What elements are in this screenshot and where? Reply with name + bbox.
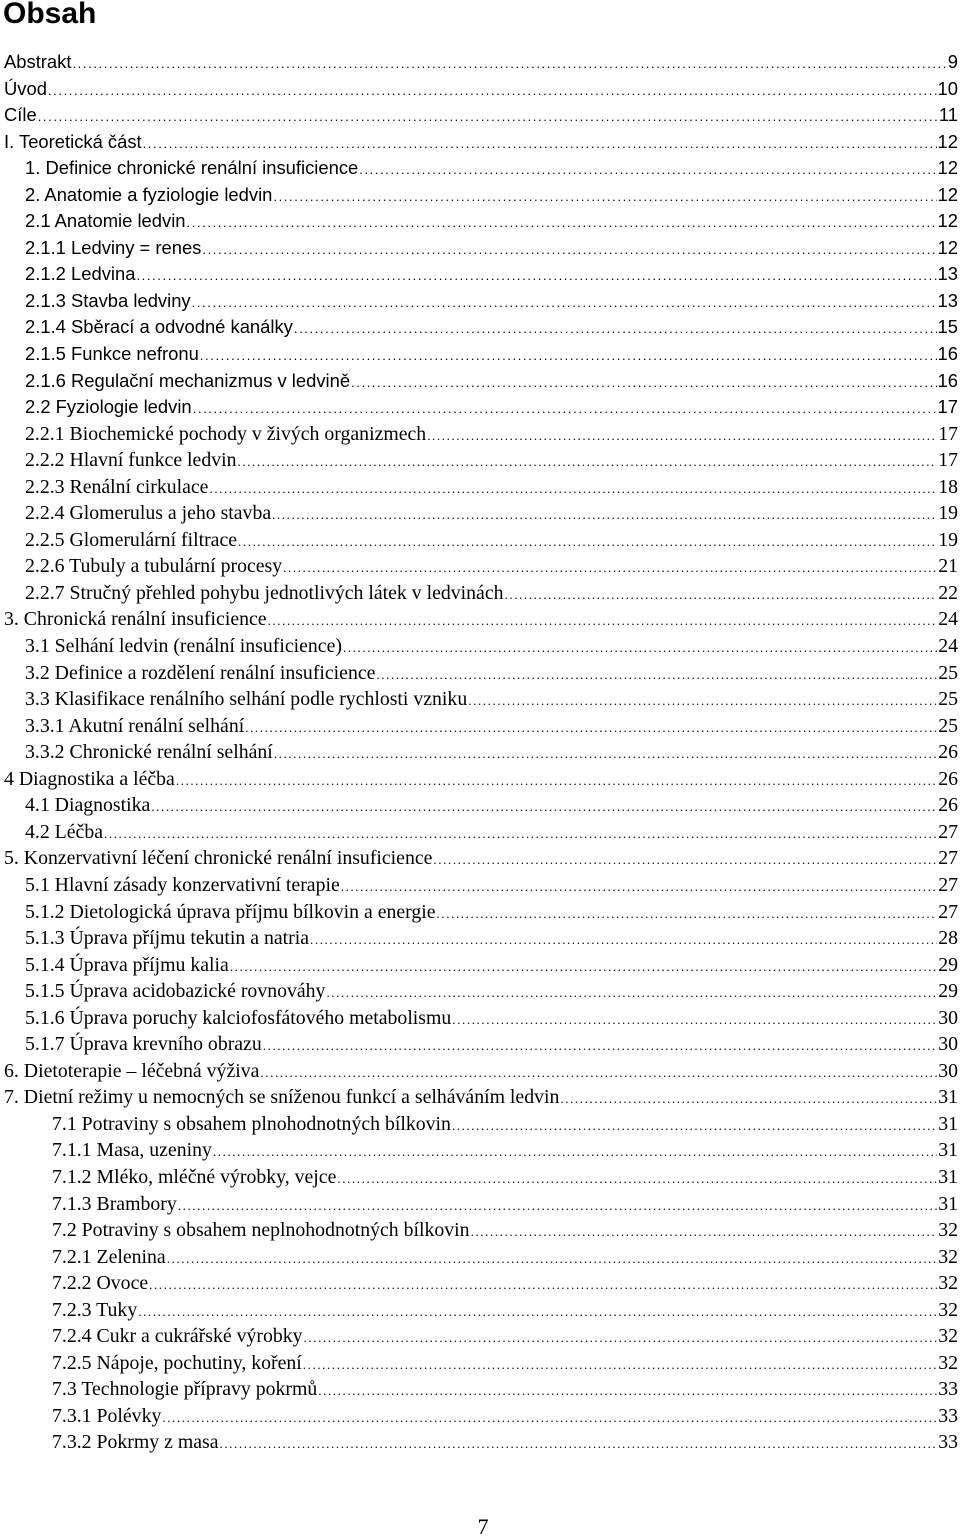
dot-leader xyxy=(303,1352,937,1379)
toc-entry-label: 2.1.6 Regulační mechanizmus v ledvině xyxy=(25,369,351,391)
toc-entry-page: 32 xyxy=(938,1245,958,1268)
dot-leader xyxy=(238,529,937,556)
dot-leader xyxy=(209,476,937,503)
toc-entry[interactable] xyxy=(0,1084,960,1111)
toc-entry[interactable] xyxy=(0,580,960,607)
toc-entry[interactable] xyxy=(0,1297,960,1324)
dot-leader xyxy=(192,290,937,317)
toc-entry-page: 24 xyxy=(938,635,958,658)
dot-leader xyxy=(138,1299,937,1326)
dot-leader xyxy=(149,1272,937,1299)
toc-entry-page: 31 xyxy=(938,1112,958,1135)
dot-leader xyxy=(427,423,937,450)
toc-entry-page: 22 xyxy=(938,581,958,604)
toc-entry-page: 11 xyxy=(938,104,958,126)
toc-entry-label: 5.1.2 Dietologická úprava příjmu bílkovin a energie xyxy=(25,900,436,923)
toc-entry-label: 7.2.4 Cukr a cukrářské výrobky xyxy=(52,1325,303,1348)
toc-entry-page: 12 xyxy=(937,236,958,258)
toc-entry[interactable] xyxy=(0,314,960,341)
dot-leader xyxy=(326,980,937,1007)
toc-entry-page: 26 xyxy=(938,767,958,790)
dot-leader xyxy=(202,237,936,264)
dot-leader xyxy=(213,1139,937,1166)
toc-entry-label: 7.2.1 Zelenina xyxy=(52,1245,166,1268)
toc-entry-label: 3.3.2 Chronické renální selhání xyxy=(25,741,273,764)
toc-entry-page: 25 xyxy=(938,714,958,737)
toc-entry-label: 5.1.5 Úprava acidobazické rovnováhy xyxy=(25,980,326,1003)
toc-entry[interactable] xyxy=(0,1403,960,1430)
toc-entry[interactable] xyxy=(0,1031,960,1058)
toc-entry-label: 2.1.4 Sběrací a odvodné kanálky xyxy=(25,316,293,338)
toc-entry[interactable] xyxy=(0,421,960,448)
toc-entry-page: 13 xyxy=(937,289,958,311)
toc-entry[interactable] xyxy=(0,686,960,713)
toc-entry-page: 9 xyxy=(947,51,958,72)
toc-entry-label: 7.1.3 Brambory xyxy=(52,1192,177,1215)
toc-entry-page: 26 xyxy=(938,741,958,764)
toc-entry-page: 32 xyxy=(938,1298,958,1321)
toc-entry-page: 31 xyxy=(938,1192,958,1215)
toc-entry-label: 6. Dietoterapie – léčebná výživa xyxy=(4,1059,260,1082)
toc-entry-label: Cíle xyxy=(4,104,37,126)
toc-entry[interactable] xyxy=(0,1191,960,1218)
toc-entry-page: 13 xyxy=(937,263,958,285)
toc-entry[interactable] xyxy=(0,341,960,368)
toc-entry[interactable] xyxy=(0,447,960,474)
toc-entry-page: 33 xyxy=(938,1404,958,1427)
toc-entry-page: 12 xyxy=(937,157,958,179)
toc-entry-page: 26 xyxy=(938,794,958,817)
toc-entry-label: 3.3.1 Akutní renální selhání xyxy=(25,714,245,737)
dot-leader xyxy=(238,449,938,476)
toc-entry-label: 4.1 Diagnostika xyxy=(25,794,151,817)
toc-entry-label: 2.2 Fyziologie ledvin xyxy=(25,396,192,418)
dot-leader xyxy=(143,131,937,158)
toc-entry-label: 7.2.3 Tuky xyxy=(52,1298,138,1321)
toc-entry-page: 29 xyxy=(938,953,958,976)
toc-entry-page: 17 xyxy=(938,422,958,445)
toc-entry-page: 12 xyxy=(937,183,958,205)
toc-entry[interactable] xyxy=(0,845,960,872)
dot-leader xyxy=(260,1060,937,1087)
dot-leader xyxy=(193,396,937,423)
toc-entry-label: 7.3.1 Polévky xyxy=(52,1404,162,1427)
toc-entry-page: 31 xyxy=(938,1086,958,1109)
toc-entry[interactable] xyxy=(0,872,960,899)
toc-entry-label: 7.1.2 Mléko, mléčné výrobky, vejce xyxy=(52,1165,337,1188)
dot-leader xyxy=(167,1246,938,1273)
toc-entry-page: 25 xyxy=(938,661,958,684)
toc-entry-label: 5.1.7 Úprava krevního obrazu xyxy=(25,1033,262,1056)
toc-entry[interactable] xyxy=(0,102,960,129)
toc-entry[interactable] xyxy=(0,925,960,952)
dot-leader xyxy=(294,316,937,343)
toc-entry-page: 18 xyxy=(938,475,958,498)
toc-entry-page: 30 xyxy=(938,1033,958,1056)
dot-leader xyxy=(151,794,937,821)
toc-entry-label: 5.1 Hlavní zásady konzervativní terapie xyxy=(25,873,340,896)
dot-leader xyxy=(318,1378,937,1405)
dot-leader xyxy=(505,582,938,609)
toc-entry-label: 2.2.2 Hlavní funkce ledvin xyxy=(25,449,237,472)
dot-leader xyxy=(200,343,937,370)
toc-entry-label: 3.1 Selhání ledvin (renální insuficience) xyxy=(25,635,342,658)
dot-leader xyxy=(452,1007,937,1034)
toc-entry-label: 2.2.5 Glomerulární filtrace xyxy=(25,528,238,551)
toc-entry[interactable] xyxy=(0,1244,960,1271)
dot-leader xyxy=(38,104,938,131)
toc-entry-label: 3.2 Definice a rozdělení renální insuficience xyxy=(25,661,376,684)
page-title: Obsah xyxy=(3,0,97,30)
dot-leader xyxy=(283,555,937,582)
toc-entry-page: 19 xyxy=(938,502,958,525)
dot-leader xyxy=(359,157,936,184)
toc-entry[interactable] xyxy=(0,739,960,766)
toc-entry-label: 2.1.1 Ledviny = renes xyxy=(25,236,202,258)
toc-entry-page: 17 xyxy=(937,396,958,418)
dot-leader xyxy=(263,1033,937,1060)
toc-entry-label: 5.1.4 Úprava příjmu kalia xyxy=(25,953,229,976)
toc-entry-page: 31 xyxy=(938,1165,958,1188)
toc-entry[interactable] xyxy=(0,1005,960,1032)
toc-entry-label: 7.1 Potraviny s obsahem plnohodnotných bílkovin xyxy=(52,1112,451,1135)
toc-entry-page: 16 xyxy=(937,343,958,365)
toc-entry-label: 3.3 Klasifikace renálního selhání podle rychlosti vzniku xyxy=(25,688,468,711)
toc-entry-page: 24 xyxy=(938,608,958,631)
toc-entry[interactable] xyxy=(0,500,960,527)
toc-entry-page: 30 xyxy=(938,1059,958,1082)
toc-entry-page: 12 xyxy=(937,130,958,152)
toc-entry-page: 27 xyxy=(938,847,958,870)
toc-entry[interactable] xyxy=(0,261,960,288)
toc-entry[interactable] xyxy=(0,474,960,501)
toc-entry-page: 12 xyxy=(937,210,958,232)
toc-entry-page: 32 xyxy=(938,1272,958,1295)
toc-entry-label: 5. Konzervativní léčení chronické renální insuficience xyxy=(4,847,433,870)
toc-entry[interactable] xyxy=(0,1217,960,1244)
toc-entry-page: 29 xyxy=(938,980,958,1003)
toc-entry[interactable] xyxy=(0,633,960,660)
toc-entry-label: 2.1.3 Stavba ledviny xyxy=(25,289,191,311)
toc-entry[interactable] xyxy=(0,394,960,421)
dot-leader xyxy=(48,78,937,105)
toc-entry-page: 31 xyxy=(938,1139,958,1162)
dot-leader xyxy=(452,1113,937,1140)
toc-entry[interactable] xyxy=(0,1137,960,1164)
dot-leader xyxy=(268,608,938,635)
toc-entry-page: 16 xyxy=(937,369,958,391)
toc-entry[interactable] xyxy=(0,208,960,235)
dot-leader xyxy=(310,927,937,954)
dot-leader xyxy=(343,635,937,662)
toc-entry[interactable] xyxy=(0,766,960,793)
toc-entry[interactable] xyxy=(0,1350,960,1377)
toc-entry-page: 10 xyxy=(937,77,958,99)
dot-leader xyxy=(219,1431,937,1458)
dot-leader xyxy=(376,662,937,689)
toc-entry[interactable] xyxy=(0,288,960,315)
toc-entry-page: 27 xyxy=(938,873,958,896)
toc-entry[interactable] xyxy=(0,952,960,979)
toc-entry-label: 7.3 Technologie přípravy pokrmů xyxy=(52,1378,318,1401)
toc-entry[interactable] xyxy=(0,235,960,262)
toc-entry-label: I. Teoretická část xyxy=(4,130,142,152)
toc-entry[interactable] xyxy=(0,76,960,103)
dot-leader xyxy=(72,51,946,78)
toc-entry-page: 19 xyxy=(938,528,958,551)
table-of-contents xyxy=(0,49,960,1456)
dot-leader xyxy=(187,210,937,237)
toc-entry[interactable] xyxy=(0,1111,960,1138)
toc-entry-page: 30 xyxy=(938,1006,958,1029)
toc-entry-label: 2.2.3 Renální cirkulace xyxy=(25,475,209,498)
toc-entry-page: 25 xyxy=(938,688,958,711)
toc-entry-page: 32 xyxy=(938,1219,958,1242)
toc-entry-label: 7. Dietní režimy u nemocných se sníženou funkcí a selháváním ledvin xyxy=(4,1086,560,1109)
dot-leader xyxy=(272,502,937,529)
toc-entry-label: 7.1.1 Masa, uzeniny xyxy=(52,1139,212,1162)
toc-entry[interactable] xyxy=(0,792,960,819)
toc-entry[interactable] xyxy=(0,155,960,182)
toc-entry-label: 2.2.4 Glomerulus a jeho stavba xyxy=(25,502,272,525)
toc-entry-page: 32 xyxy=(938,1325,958,1348)
dot-leader xyxy=(433,847,937,874)
toc-entry[interactable] xyxy=(0,1058,960,1085)
toc-entry[interactable] xyxy=(0,368,960,395)
toc-entry-label: 2.1 Anatomie ledvin xyxy=(25,210,186,232)
toc-entry[interactable] xyxy=(0,1376,960,1403)
dot-leader xyxy=(468,688,937,715)
toc-entry-label: 7.2.2 Ovoce xyxy=(52,1272,149,1295)
dot-leader xyxy=(230,954,937,981)
toc-entry-page: 27 xyxy=(938,820,958,843)
toc-entry-label: 1. Definice chronické renální insuficience xyxy=(25,157,359,179)
toc-entry-page: 21 xyxy=(938,555,958,578)
toc-entry[interactable] xyxy=(0,182,960,209)
dot-leader xyxy=(337,1166,937,1193)
toc-entry-label: 2.2.7 Stručný přehled pohybu jednotlivých látek v ledvinách xyxy=(25,581,504,604)
toc-entry[interactable] xyxy=(0,819,960,846)
toc-entry-label: Úvod xyxy=(4,77,47,99)
toc-entry-label: 3. Chronická renální insuficience xyxy=(4,608,267,631)
toc-entry-label: 7.3.2 Pokrmy z masa xyxy=(52,1431,219,1454)
toc-entry[interactable] xyxy=(0,1164,960,1191)
toc-entry-label: Abstrakt xyxy=(4,51,72,72)
dot-leader xyxy=(471,1219,938,1246)
toc-entry[interactable] xyxy=(0,606,960,633)
toc-entry-label: 5.1.6 Úprava poruchy kalciofosfátového metabolismu xyxy=(25,1006,452,1029)
toc-entry-label: 2.1.2 Ledvina xyxy=(25,263,136,285)
toc-entry[interactable] xyxy=(0,660,960,687)
toc-entry-label: 4.2 Léčba xyxy=(25,820,103,843)
dot-leader xyxy=(162,1405,937,1432)
toc-entry-label: 2. Anatomie a fyziologie ledvin xyxy=(25,183,273,205)
toc-entry[interactable] xyxy=(0,713,960,740)
toc-entry[interactable] xyxy=(0,978,960,1005)
dot-leader xyxy=(136,263,936,290)
dot-leader xyxy=(341,874,937,901)
toc-entry-label: 2.1.5 Funkce nefronu xyxy=(25,343,199,365)
toc-entry[interactable] xyxy=(0,1323,960,1350)
toc-entry[interactable] xyxy=(0,49,960,76)
dot-leader xyxy=(245,715,937,742)
toc-entry-page: 17 xyxy=(938,449,958,472)
dot-leader xyxy=(560,1086,937,1113)
toc-entry[interactable] xyxy=(0,1270,960,1297)
toc-entry[interactable] xyxy=(0,129,960,156)
dot-leader xyxy=(274,741,937,768)
toc-entry[interactable] xyxy=(0,1429,960,1456)
toc-entry-page: 33 xyxy=(938,1431,958,1454)
toc-entry-page: 15 xyxy=(937,316,958,338)
toc-entry-label: 7.2 Potraviny s obsahem neplnohodnotných bílkovin xyxy=(52,1219,470,1242)
dot-leader xyxy=(273,184,936,211)
toc-entry-label: 4 Diagnostika a léčba xyxy=(4,767,175,790)
toc-entry-page: 28 xyxy=(938,927,958,950)
toc-entry-label: 7.2.5 Nápoje, pochutiny, koření xyxy=(52,1351,302,1374)
dot-leader xyxy=(351,370,936,397)
toc-entry-page: 33 xyxy=(938,1378,958,1401)
toc-entry-label: 5.1.3 Úprava příjmu tekutin a natria xyxy=(25,927,309,950)
toc-entry-label: 2.2.6 Tubuly a tubulární procesy xyxy=(25,555,283,578)
dot-leader xyxy=(178,1193,938,1220)
toc-entry[interactable] xyxy=(0,553,960,580)
page-number: 7 xyxy=(477,1514,489,1539)
dot-leader xyxy=(104,821,937,848)
toc-entry-label: 2.2.1 Biochemické pochody v živých organizmech xyxy=(25,422,427,445)
toc-entry[interactable] xyxy=(0,899,960,926)
toc-entry-page: 27 xyxy=(938,900,958,923)
dot-leader xyxy=(304,1325,938,1352)
toc-entry-page: 32 xyxy=(938,1351,958,1374)
dot-leader xyxy=(437,901,938,928)
toc-entry[interactable] xyxy=(0,527,960,554)
dot-leader xyxy=(176,768,937,795)
